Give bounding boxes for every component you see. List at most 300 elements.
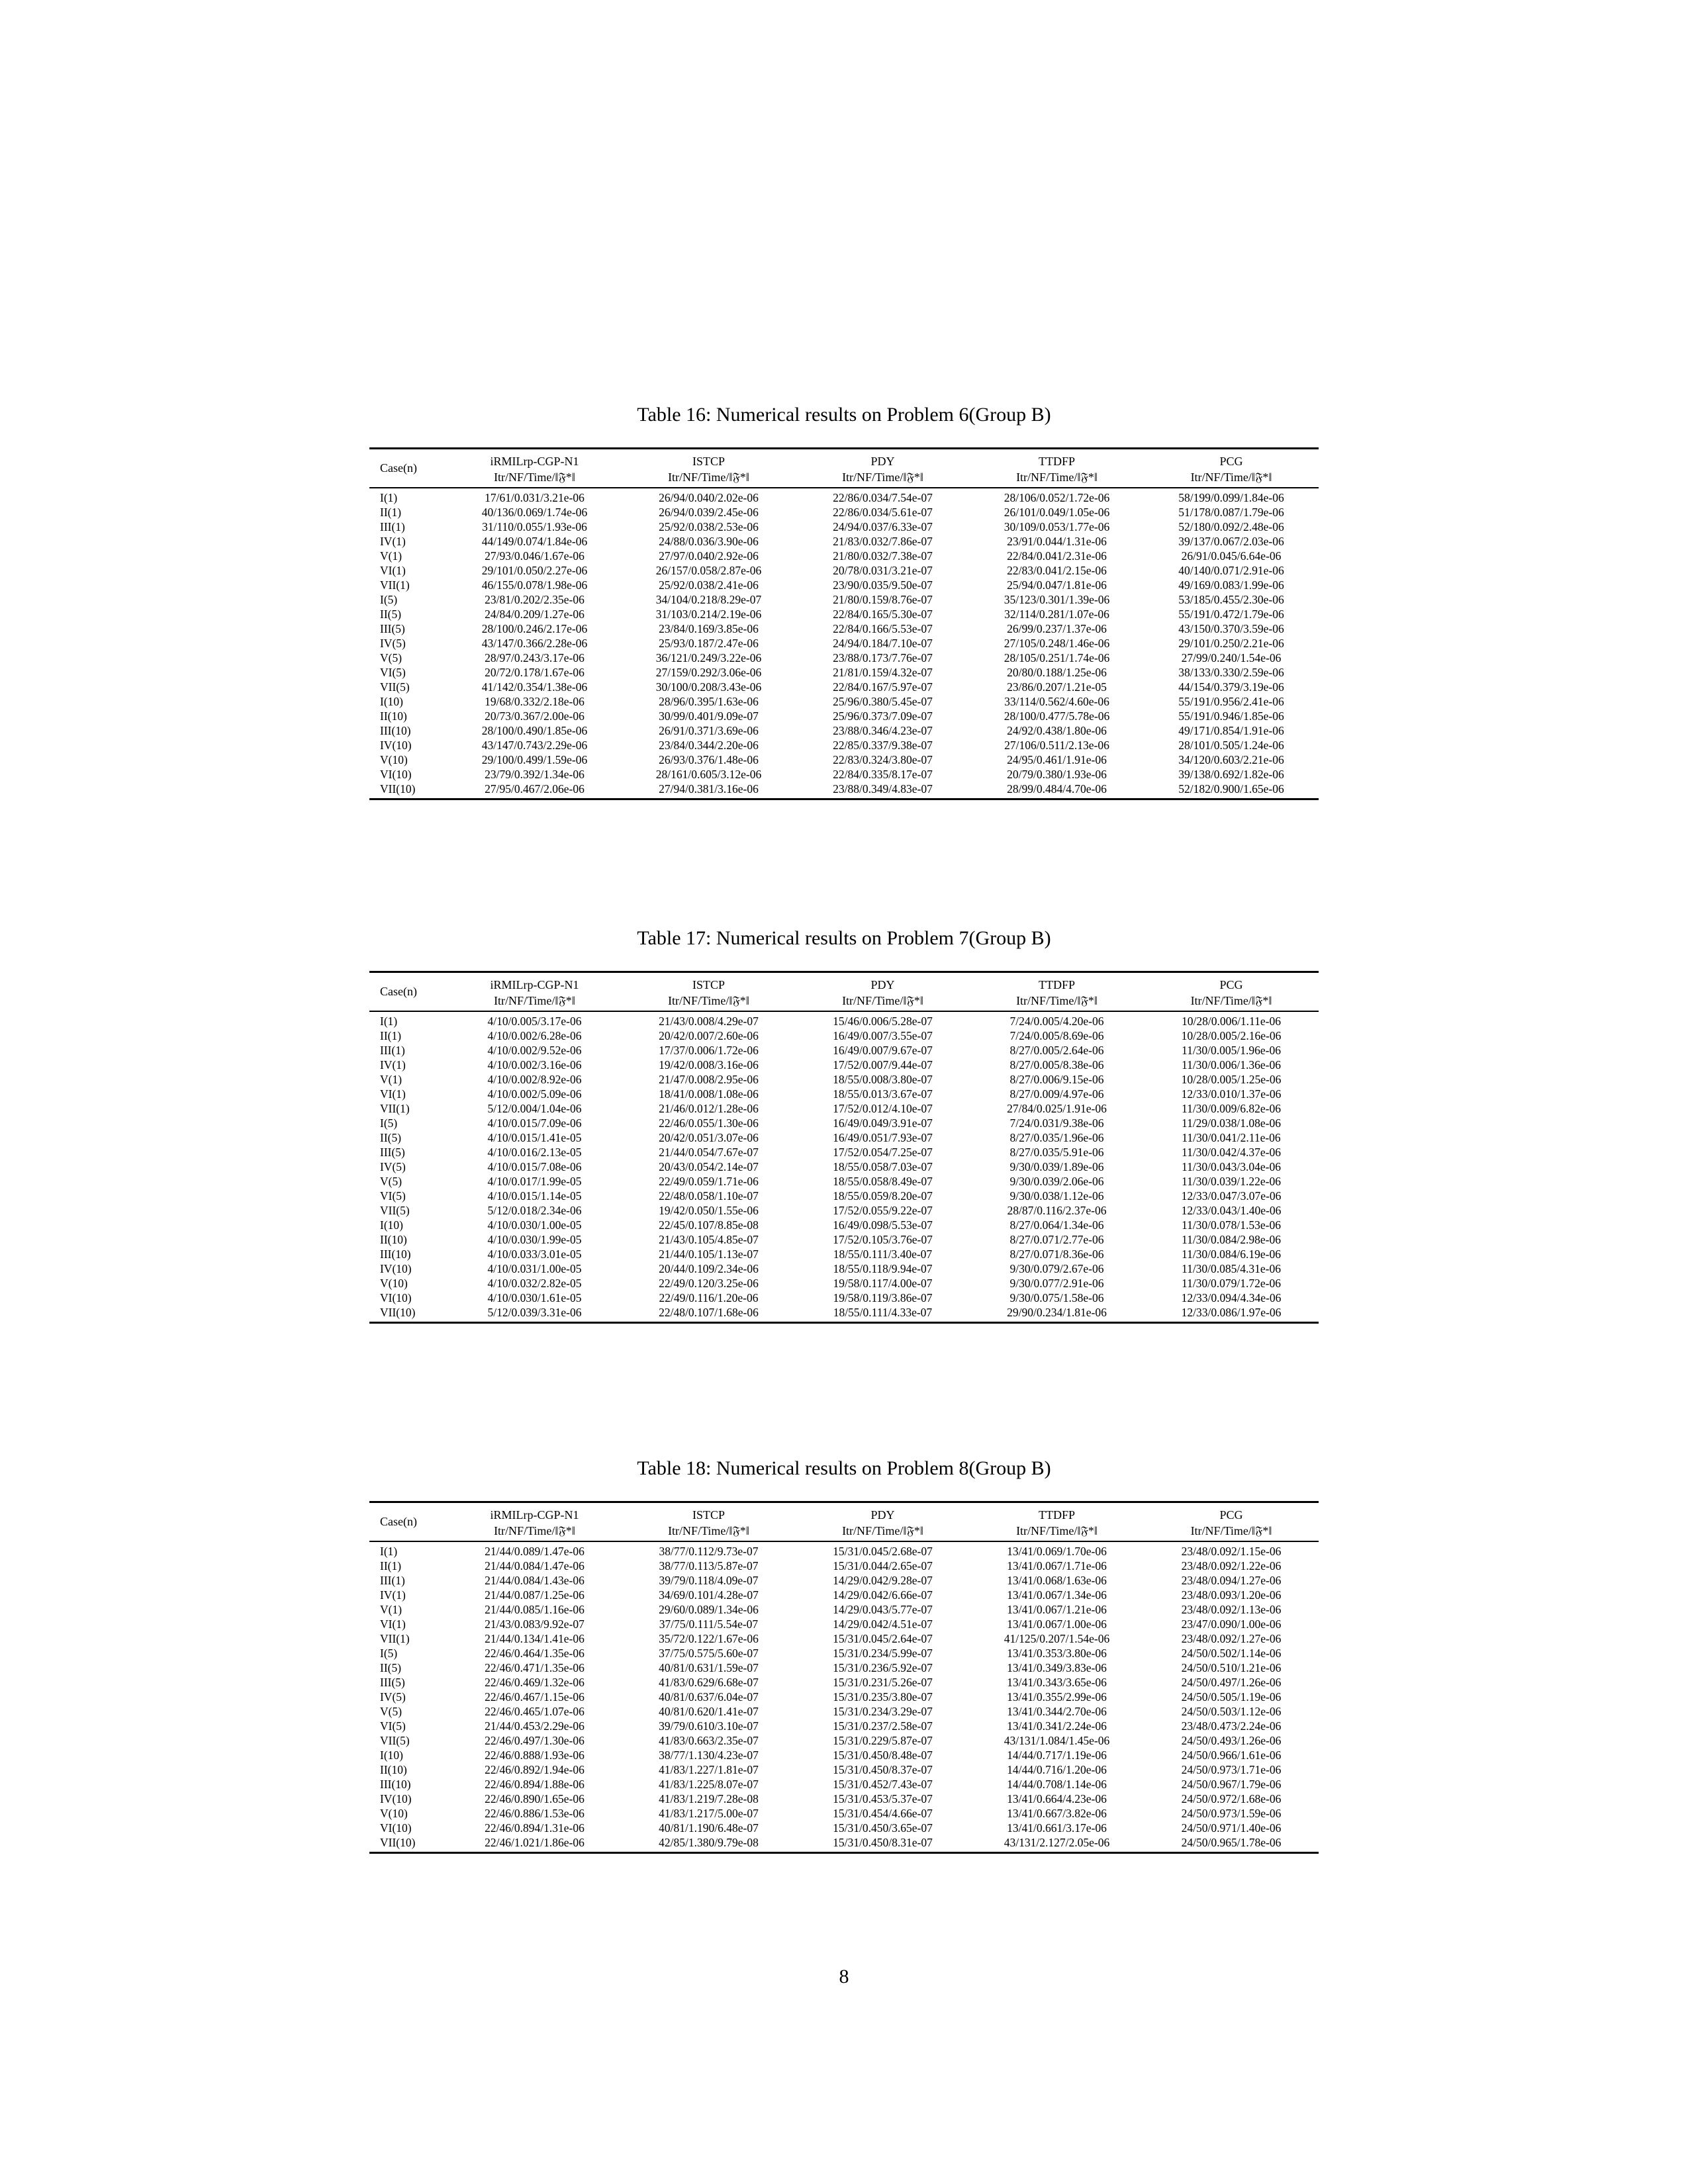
case-cell: III(5)	[380, 1146, 405, 1159]
table-18-section	[0, 1455, 1688, 1854]
case-cell: I(10)	[380, 1749, 403, 1762]
result-cell: 27/84/0.025/1.91e-06	[1007, 1102, 1107, 1115]
result-cell: 8/27/0.071/2.77e-06	[1009, 1233, 1104, 1246]
result-cell: 11/30/0.005/1.96e-06	[1181, 1044, 1282, 1057]
table-row	[369, 1719, 1319, 1733]
table-row	[369, 1646, 1319, 1661]
case-cell: VI(10)	[380, 768, 412, 781]
result-cell: 41/83/0.629/6.68e-07	[659, 1676, 759, 1689]
result-cell: 11/30/0.079/1.72e-06	[1181, 1277, 1282, 1290]
result-cell: 22/83/0.041/2.15e-06	[1007, 564, 1107, 577]
result-cell: 15/31/0.450/3.65e-07	[833, 1821, 933, 1835]
result-cell: 21/43/0.105/4.85e-07	[659, 1233, 759, 1246]
table-row	[369, 1130, 1319, 1145]
result-cell: 17/52/0.012/4.10e-07	[833, 1102, 933, 1115]
table-row	[369, 767, 1319, 782]
case-cell: V(10)	[380, 753, 408, 766]
algorithm-header-istcp: ISTCP	[692, 978, 726, 991]
table-row	[369, 1043, 1319, 1058]
result-cell: 29/101/0.050/2.27e-06	[481, 564, 588, 577]
result-cell: 15/31/0.452/7.43e-07	[833, 1778, 933, 1791]
algorithm-header-irmilrp-cgp-n1: iRMILrp-CGP-N1	[490, 978, 579, 991]
result-cell: 4/10/0.017/1.99e-05	[487, 1175, 582, 1188]
case-cell: VI(5)	[380, 1189, 406, 1203]
case-cell: VI(1)	[380, 564, 406, 577]
result-cell: 13/41/0.355/2.99e-06	[1007, 1690, 1107, 1704]
case-cell: IV(1)	[380, 1588, 406, 1602]
result-cell: 41/83/1.225/8.07e-07	[659, 1778, 759, 1791]
result-cell: 19/42/0.050/1.55e-06	[659, 1204, 759, 1217]
result-cell: 41/83/1.227/1.81e-07	[659, 1763, 759, 1776]
result-cell: 4/10/0.015/1.41e-05	[487, 1131, 582, 1144]
result-cell: 33/114/0.562/4.60e-06	[1004, 695, 1109, 708]
result-cell: 23/88/0.349/4.83e-07	[833, 782, 933, 796]
result-cell: 38/77/1.130/4.23e-07	[659, 1749, 759, 1762]
result-cell: 15/31/0.235/3.80e-07	[833, 1690, 933, 1704]
result-cell: 11/30/0.084/6.19e-06	[1181, 1248, 1282, 1261]
result-cell: 40/81/0.631/1.59e-07	[659, 1661, 759, 1674]
case-cell: II(10)	[380, 709, 407, 723]
result-cell: 55/191/0.946/1.85e-06	[1178, 709, 1284, 723]
result-cell: 24/50/0.510/1.21e-06	[1181, 1661, 1282, 1674]
case-cell: IV(1)	[380, 535, 406, 548]
result-cell: 41/83/1.219/7.28e-08	[659, 1792, 759, 1805]
algorithm-header-pdy: PDY	[870, 455, 895, 468]
metric-header: Itr/NF/Time/‖𝔉*‖	[1144, 1523, 1319, 1541]
result-cell: 28/99/0.484/4.70e-06	[1007, 782, 1107, 796]
case-cell: III(10)	[380, 1778, 411, 1791]
result-cell: 7/24/0.005/4.20e-06	[1009, 1015, 1104, 1028]
table-row	[369, 549, 1319, 563]
result-cell: 41/83/0.663/2.35e-07	[659, 1734, 759, 1747]
result-cell: 24/50/0.967/1.79e-06	[1181, 1778, 1282, 1791]
result-cell: 17/61/0.031/3.21e-06	[485, 491, 585, 504]
result-cell: 11/30/0.078/1.53e-06	[1181, 1218, 1282, 1232]
table-row	[369, 1675, 1319, 1690]
result-cell: 25/96/0.373/7.09e-07	[833, 709, 933, 723]
case-cell: III(1)	[380, 1574, 405, 1587]
result-cell: 7/24/0.005/8.69e-06	[1009, 1029, 1104, 1042]
result-cell: 12/33/0.043/1.40e-06	[1181, 1204, 1282, 1217]
table-row	[369, 1087, 1319, 1101]
result-cell: 18/55/0.008/3.80e-07	[833, 1073, 933, 1086]
table-row	[369, 1160, 1319, 1174]
table-17-section	[0, 925, 1688, 1324]
result-cell: 9/30/0.079/2.67e-06	[1009, 1262, 1104, 1275]
case-cell: I(1)	[380, 491, 398, 504]
result-cell: 53/185/0.455/2.30e-06	[1178, 593, 1284, 606]
algorithm-header-pdy: PDY	[870, 978, 895, 991]
result-cell: 44/154/0.379/3.19e-06	[1178, 680, 1284, 694]
result-cell: 24/94/0.037/6.33e-07	[833, 520, 933, 533]
table-row	[369, 1661, 1319, 1675]
result-cell: 21/81/0.159/4.32e-07	[833, 666, 933, 679]
result-cell: 20/72/0.178/1.67e-06	[485, 666, 585, 679]
table-16-body	[369, 488, 1319, 799]
table-18-header	[369, 1502, 1319, 1542]
result-cell: 24/50/0.497/1.26e-06	[1181, 1676, 1282, 1689]
case-cell: VII(1)	[380, 1632, 410, 1645]
result-cell: 44/149/0.074/1.84e-06	[481, 535, 588, 548]
result-cell: 26/91/0.371/3.69e-06	[659, 724, 759, 737]
result-cell: 32/114/0.281/1.07e-06	[1004, 608, 1109, 621]
result-cell: 30/109/0.053/1.77e-06	[1004, 520, 1110, 533]
table-row	[369, 1174, 1319, 1189]
result-cell: 46/155/0.078/1.98e-06	[481, 578, 588, 592]
table-row	[369, 621, 1319, 636]
result-cell: 26/157/0.058/2.87e-06	[655, 564, 762, 577]
case-cell: VII(1)	[380, 1102, 410, 1115]
result-cell: 26/91/0.045/6.64e-06	[1181, 549, 1282, 563]
result-cell: 24/50/0.502/1.14e-06	[1181, 1647, 1282, 1660]
result-cell: 41/83/1.217/5.00e-07	[659, 1807, 759, 1820]
algorithm-header-ttdfp: TTDFP	[1038, 455, 1075, 468]
case-cell: IV(10)	[380, 1262, 412, 1275]
result-cell: 27/93/0.046/1.67e-06	[485, 549, 585, 563]
result-cell: 29/101/0.250/2.21e-06	[1178, 637, 1284, 650]
case-cell: V(10)	[380, 1807, 408, 1820]
result-cell: 4/10/0.015/1.14e-05	[487, 1189, 582, 1203]
result-cell: 19/68/0.332/2.18e-06	[485, 695, 585, 708]
result-cell: 11/29/0.038/1.08e-06	[1181, 1116, 1282, 1130]
result-cell: 20/73/0.367/2.00e-06	[485, 709, 585, 723]
table-17-caption: Table 17: Numerical results on Problem 7(Group B)	[637, 927, 1051, 949]
result-cell: 43/147/0.743/2.29e-06	[481, 739, 588, 752]
result-cell: 4/10/0.002/3.16e-06	[487, 1058, 582, 1071]
result-cell: 21/44/0.105/1.13e-07	[659, 1248, 759, 1261]
result-cell: 19/58/0.117/4.00e-07	[833, 1277, 933, 1290]
algorithm-header-ttdfp: TTDFP	[1038, 978, 1075, 991]
result-cell: 15/31/0.237/2.58e-07	[833, 1719, 933, 1733]
result-cell: 38/133/0.330/2.59e-06	[1178, 666, 1284, 679]
table-16-caption: Table 16: Numerical results on Problem 6(Group B)	[637, 404, 1051, 426]
result-cell: 23/48/0.092/1.27e-06	[1181, 1632, 1282, 1645]
result-cell: 23/84/0.169/3.85e-06	[659, 622, 759, 635]
result-cell: 36/121/0.249/3.22e-06	[655, 651, 762, 664]
result-cell: 38/77/0.113/5.87e-07	[659, 1559, 759, 1572]
result-cell: 22/49/0.120/3.25e-06	[659, 1277, 759, 1290]
result-cell: 10/28/0.006/1.11e-06	[1181, 1015, 1282, 1028]
table-row	[369, 488, 1319, 505]
result-cell: 24/50/0.493/1.26e-06	[1181, 1734, 1282, 1747]
result-cell: 29/90/0.234/1.81e-06	[1007, 1306, 1107, 1319]
case-cell: VII(10)	[380, 782, 416, 796]
result-cell: 22/86/0.034/7.54e-07	[833, 491, 933, 504]
table-row	[369, 694, 1319, 709]
result-cell: 11/30/0.006/1.36e-06	[1181, 1058, 1282, 1071]
result-cell: 23/84/0.344/2.20e-06	[659, 739, 759, 752]
result-cell: 10/28/0.005/1.25e-06	[1181, 1073, 1282, 1086]
algorithm-header-row	[369, 449, 1319, 470]
result-cell: 37/75/0.111/5.54e-07	[659, 1617, 759, 1631]
table-row	[369, 520, 1319, 534]
result-cell: 40/81/1.190/6.48e-07	[659, 1821, 759, 1835]
result-cell: 12/33/0.047/3.07e-06	[1181, 1189, 1282, 1203]
result-cell: 18/55/0.058/7.03e-07	[833, 1160, 933, 1173]
result-cell: 21/44/0.085/1.16e-06	[485, 1603, 585, 1616]
result-cell: 23/91/0.044/1.31e-06	[1007, 535, 1107, 548]
result-cell: 34/69/0.101/4.28e-07	[659, 1588, 759, 1602]
table-17	[369, 971, 1319, 1324]
result-cell: 23/48/0.093/1.20e-06	[1181, 1588, 1282, 1602]
table-17-header	[369, 972, 1319, 1012]
case-cell: VII(5)	[380, 680, 410, 694]
algorithm-header-irmilrp-cgp-n1: iRMILrp-CGP-N1	[490, 1508, 579, 1522]
table-row	[369, 1305, 1319, 1323]
result-cell: 21/80/0.159/8.76e-07	[833, 593, 933, 606]
table-row	[369, 1101, 1319, 1116]
result-cell: 29/60/0.089/1.34e-06	[659, 1603, 759, 1616]
result-cell: 11/30/0.085/4.31e-06	[1181, 1262, 1282, 1275]
result-cell: 4/10/0.031/1.00e-05	[487, 1262, 582, 1275]
metric-header: Itr/NF/Time/‖𝔉*‖	[622, 993, 796, 1011]
result-cell: 24/50/0.973/1.59e-06	[1181, 1807, 1282, 1820]
metric-header: Itr/NF/Time/‖𝔉*‖	[1144, 993, 1319, 1011]
result-cell: 9/30/0.038/1.12e-06	[1009, 1189, 1104, 1203]
result-cell: 4/10/0.002/6.28e-06	[487, 1029, 582, 1042]
result-cell: 15/31/0.044/2.65e-07	[833, 1559, 933, 1572]
result-cell: 18/55/0.111/4.33e-07	[833, 1306, 933, 1319]
result-cell: 21/43/0.083/9.92e-07	[485, 1617, 585, 1631]
result-cell: 28/97/0.243/3.17e-06	[485, 651, 585, 664]
result-cell: 8/27/0.006/9.15e-06	[1009, 1073, 1104, 1086]
table-row	[369, 1541, 1319, 1559]
case-cell: VI(10)	[380, 1821, 412, 1835]
table-row	[369, 1276, 1319, 1291]
result-cell: 5/12/0.039/3.31e-06	[487, 1306, 582, 1319]
case-cell: VI(1)	[380, 1617, 406, 1631]
table-row	[369, 1072, 1319, 1087]
result-cell: 13/41/0.069/1.70e-06	[1007, 1545, 1107, 1558]
result-cell: 22/49/0.116/1.20e-06	[659, 1291, 759, 1304]
result-cell: 11/30/0.043/3.04e-06	[1181, 1160, 1282, 1173]
result-cell: 14/29/0.042/9.28e-07	[833, 1574, 933, 1587]
result-cell: 34/104/0.218/8.29e-07	[655, 593, 762, 606]
result-cell: 15/31/0.231/5.26e-07	[833, 1676, 933, 1689]
algorithm-header-ttdfp: TTDFP	[1038, 1508, 1075, 1522]
result-cell: 24/94/0.184/7.10e-07	[833, 637, 933, 650]
result-cell: 9/30/0.039/1.89e-06	[1009, 1160, 1104, 1173]
case-cell: VI(1)	[380, 1087, 406, 1101]
case-cell: II(10)	[380, 1763, 407, 1776]
result-cell: 13/41/0.349/3.83e-06	[1007, 1661, 1107, 1674]
case-column-header: Case(n)	[369, 449, 447, 488]
result-cell: 24/50/0.971/1.40e-06	[1181, 1821, 1282, 1835]
result-cell: 18/55/0.118/9.94e-07	[833, 1262, 933, 1275]
result-cell: 11/30/0.009/6.82e-06	[1181, 1102, 1282, 1115]
result-cell: 23/79/0.392/1.34e-06	[485, 768, 585, 781]
table-row	[369, 1218, 1319, 1232]
algorithm-header-pcg: PCG	[1219, 1508, 1243, 1522]
result-cell: 18/55/0.059/8.20e-07	[833, 1189, 933, 1203]
result-cell: 28/100/0.246/2.17e-06	[481, 622, 588, 635]
result-cell: 39/138/0.692/1.82e-06	[1178, 768, 1284, 781]
result-cell: 21/47/0.008/2.95e-06	[659, 1073, 759, 1086]
result-cell: 43/150/0.370/3.59e-06	[1178, 622, 1284, 635]
result-cell: 26/99/0.237/1.37e-06	[1007, 622, 1107, 635]
result-cell: 24/88/0.036/3.90e-06	[659, 535, 759, 548]
result-cell: 27/95/0.467/2.06e-06	[485, 782, 585, 796]
case-cell: IV(5)	[380, 1690, 406, 1704]
result-cell: 12/33/0.086/1.97e-06	[1181, 1306, 1282, 1319]
result-cell: 21/44/0.089/1.47e-06	[485, 1545, 585, 1558]
result-cell: 23/88/0.173/7.76e-07	[833, 651, 933, 664]
case-cell: III(5)	[380, 622, 405, 635]
case-cell: III(1)	[380, 520, 405, 533]
metric-header-row	[369, 1523, 1319, 1541]
table-row	[369, 1058, 1319, 1072]
result-cell: 8/27/0.005/8.38e-06	[1009, 1058, 1104, 1071]
case-cell: VII(10)	[380, 1306, 416, 1319]
result-cell: 30/100/0.208/3.43e-06	[655, 680, 762, 694]
case-cell: I(10)	[380, 1218, 403, 1232]
result-cell: 4/10/0.015/7.08e-06	[487, 1160, 582, 1173]
result-cell: 24/50/0.505/1.19e-06	[1181, 1690, 1282, 1704]
metric-header: Itr/NF/Time/‖𝔉*‖	[447, 1523, 622, 1541]
result-cell: 4/10/0.016/2.13e-05	[487, 1146, 582, 1159]
result-cell: 21/44/0.134/1.41e-06	[485, 1632, 585, 1645]
result-cell: 39/137/0.067/2.03e-06	[1178, 535, 1284, 548]
result-cell: 23/48/0.094/1.27e-06	[1181, 1574, 1282, 1587]
table-row	[369, 723, 1319, 738]
result-cell: 26/93/0.376/1.48e-06	[659, 753, 759, 766]
algorithm-header-irmilrp-cgp-n1: iRMILrp-CGP-N1	[490, 455, 579, 468]
case-cell: V(1)	[380, 549, 402, 563]
result-cell: 8/27/0.071/8.36e-06	[1009, 1248, 1104, 1261]
table-row	[369, 563, 1319, 578]
algorithm-header-pdy: PDY	[870, 1508, 895, 1522]
result-cell: 22/46/0.886/1.53e-06	[485, 1807, 585, 1820]
result-cell: 14/29/0.042/6.66e-07	[833, 1588, 933, 1602]
result-cell: 23/48/0.092/1.15e-06	[1181, 1545, 1282, 1558]
table-row	[369, 782, 1319, 799]
table-row	[369, 1261, 1319, 1276]
result-cell: 28/105/0.251/1.74e-06	[1004, 651, 1110, 664]
result-cell: 26/94/0.040/2.02e-06	[659, 491, 759, 504]
result-cell: 15/31/0.454/4.66e-07	[833, 1807, 933, 1820]
case-cell: VII(5)	[380, 1734, 410, 1747]
result-cell: 21/44/0.087/1.25e-06	[485, 1588, 585, 1602]
table-row	[369, 1203, 1319, 1218]
table-row	[369, 1247, 1319, 1261]
result-cell: 15/31/0.234/3.29e-07	[833, 1705, 933, 1718]
result-cell: 23/48/0.473/2.24e-06	[1181, 1719, 1282, 1733]
result-cell: 27/159/0.292/3.06e-06	[655, 666, 762, 679]
result-cell: 24/50/0.972/1.68e-06	[1181, 1792, 1282, 1805]
metric-header-row	[369, 993, 1319, 1011]
metric-header: Itr/NF/Time/‖𝔉*‖	[970, 1523, 1144, 1541]
table-row	[369, 752, 1319, 767]
algorithm-header-row	[369, 972, 1319, 993]
table-16-header	[369, 449, 1319, 488]
result-cell: 31/103/0.214/2.19e-06	[655, 608, 762, 621]
table-row	[369, 665, 1319, 680]
result-cell: 4/10/0.030/1.99e-05	[487, 1233, 582, 1246]
result-cell: 20/42/0.051/3.07e-06	[659, 1131, 759, 1144]
case-cell: I(5)	[380, 1116, 398, 1130]
result-cell: 20/79/0.380/1.93e-06	[1007, 768, 1107, 781]
table-row	[369, 651, 1319, 665]
result-cell: 9/30/0.077/2.91e-06	[1009, 1277, 1104, 1290]
result-cell: 24/50/0.966/1.61e-06	[1181, 1749, 1282, 1762]
case-cell: I(1)	[380, 1545, 398, 1558]
result-cell: 20/42/0.007/2.60e-06	[659, 1029, 759, 1042]
result-cell: 22/84/0.041/2.31e-06	[1007, 549, 1107, 563]
table-row	[369, 1762, 1319, 1777]
result-cell: 41/142/0.354/1.38e-06	[481, 680, 588, 694]
case-cell: I(1)	[380, 1015, 398, 1028]
result-cell: 30/99/0.401/9.09e-07	[659, 709, 759, 723]
result-cell: 25/92/0.038/2.53e-06	[659, 520, 759, 533]
result-cell: 22/85/0.337/9.38e-07	[833, 739, 933, 752]
result-cell: 52/182/0.900/1.65e-06	[1178, 782, 1284, 796]
result-cell: 14/44/0.708/1.14e-06	[1007, 1778, 1107, 1791]
case-cell: V(5)	[380, 1705, 402, 1718]
result-cell: 15/31/0.236/5.92e-07	[833, 1661, 933, 1674]
result-cell: 15/46/0.006/5.28e-07	[833, 1015, 933, 1028]
algorithm-header-istcp: ISTCP	[692, 455, 726, 468]
result-cell: 49/169/0.083/1.99e-06	[1178, 578, 1284, 592]
result-cell: 20/43/0.054/2.14e-07	[659, 1160, 759, 1173]
result-cell: 22/46/0.464/1.35e-06	[485, 1647, 585, 1660]
result-cell: 22/46/0.469/1.32e-06	[485, 1676, 585, 1689]
metric-header: Itr/NF/Time/‖𝔉*‖	[447, 993, 622, 1011]
result-cell: 17/52/0.054/7.25e-07	[833, 1146, 933, 1159]
result-cell: 13/41/0.343/3.65e-06	[1007, 1676, 1107, 1689]
result-cell: 55/191/0.956/2.41e-06	[1178, 695, 1284, 708]
result-cell: 23/48/0.092/1.22e-06	[1181, 1559, 1282, 1572]
table-row	[369, 738, 1319, 752]
result-cell: 27/94/0.381/3.16e-06	[659, 782, 759, 796]
case-cell: III(10)	[380, 1248, 411, 1261]
result-cell: 22/48/0.107/1.68e-06	[659, 1306, 759, 1319]
table-row	[369, 505, 1319, 520]
result-cell: 18/55/0.013/3.67e-07	[833, 1087, 933, 1101]
result-cell: 40/136/0.069/1.74e-06	[481, 506, 588, 519]
result-cell: 27/106/0.511/2.13e-06	[1004, 739, 1109, 752]
result-cell: 27/105/0.248/1.46e-06	[1004, 637, 1110, 650]
table-row	[369, 1733, 1319, 1748]
table-row	[369, 1189, 1319, 1203]
case-cell: II(5)	[380, 608, 402, 621]
result-cell: 27/97/0.040/2.92e-06	[659, 549, 759, 563]
result-cell: 5/12/0.004/1.04e-06	[487, 1102, 582, 1115]
table-row	[369, 534, 1319, 549]
table-row	[369, 1748, 1319, 1762]
result-cell: 22/83/0.324/3.80e-07	[833, 753, 933, 766]
result-cell: 20/80/0.188/1.25e-06	[1007, 666, 1107, 679]
result-cell: 23/48/0.092/1.13e-06	[1181, 1603, 1282, 1616]
result-cell: 14/44/0.716/1.20e-06	[1007, 1763, 1107, 1776]
result-cell: 22/46/0.055/1.30e-06	[659, 1116, 759, 1130]
result-cell: 23/47/0.090/1.00e-06	[1181, 1617, 1282, 1631]
result-cell: 11/30/0.042/4.37e-06	[1181, 1146, 1282, 1159]
case-cell: IV(10)	[380, 739, 412, 752]
result-cell: 22/45/0.107/8.85e-08	[659, 1218, 759, 1232]
algorithm-header-pcg: PCG	[1219, 455, 1243, 468]
result-cell: 17/52/0.007/9.44e-07	[833, 1058, 933, 1071]
table-row	[369, 1631, 1319, 1646]
result-cell: 16/49/0.051/7.93e-07	[833, 1131, 933, 1144]
result-cell: 29/100/0.499/1.59e-06	[481, 753, 588, 766]
result-cell: 21/44/0.084/1.43e-06	[485, 1574, 585, 1587]
algorithm-header-istcp: ISTCP	[692, 1508, 726, 1522]
table-row	[369, 1704, 1319, 1719]
result-cell: 28/161/0.605/3.12e-06	[655, 768, 762, 781]
table-row	[369, 1602, 1319, 1617]
result-cell: 16/49/0.098/5.53e-07	[833, 1218, 933, 1232]
table-18-caption: Table 18: Numerical results on Problem 8(Group B)	[637, 1457, 1051, 1479]
